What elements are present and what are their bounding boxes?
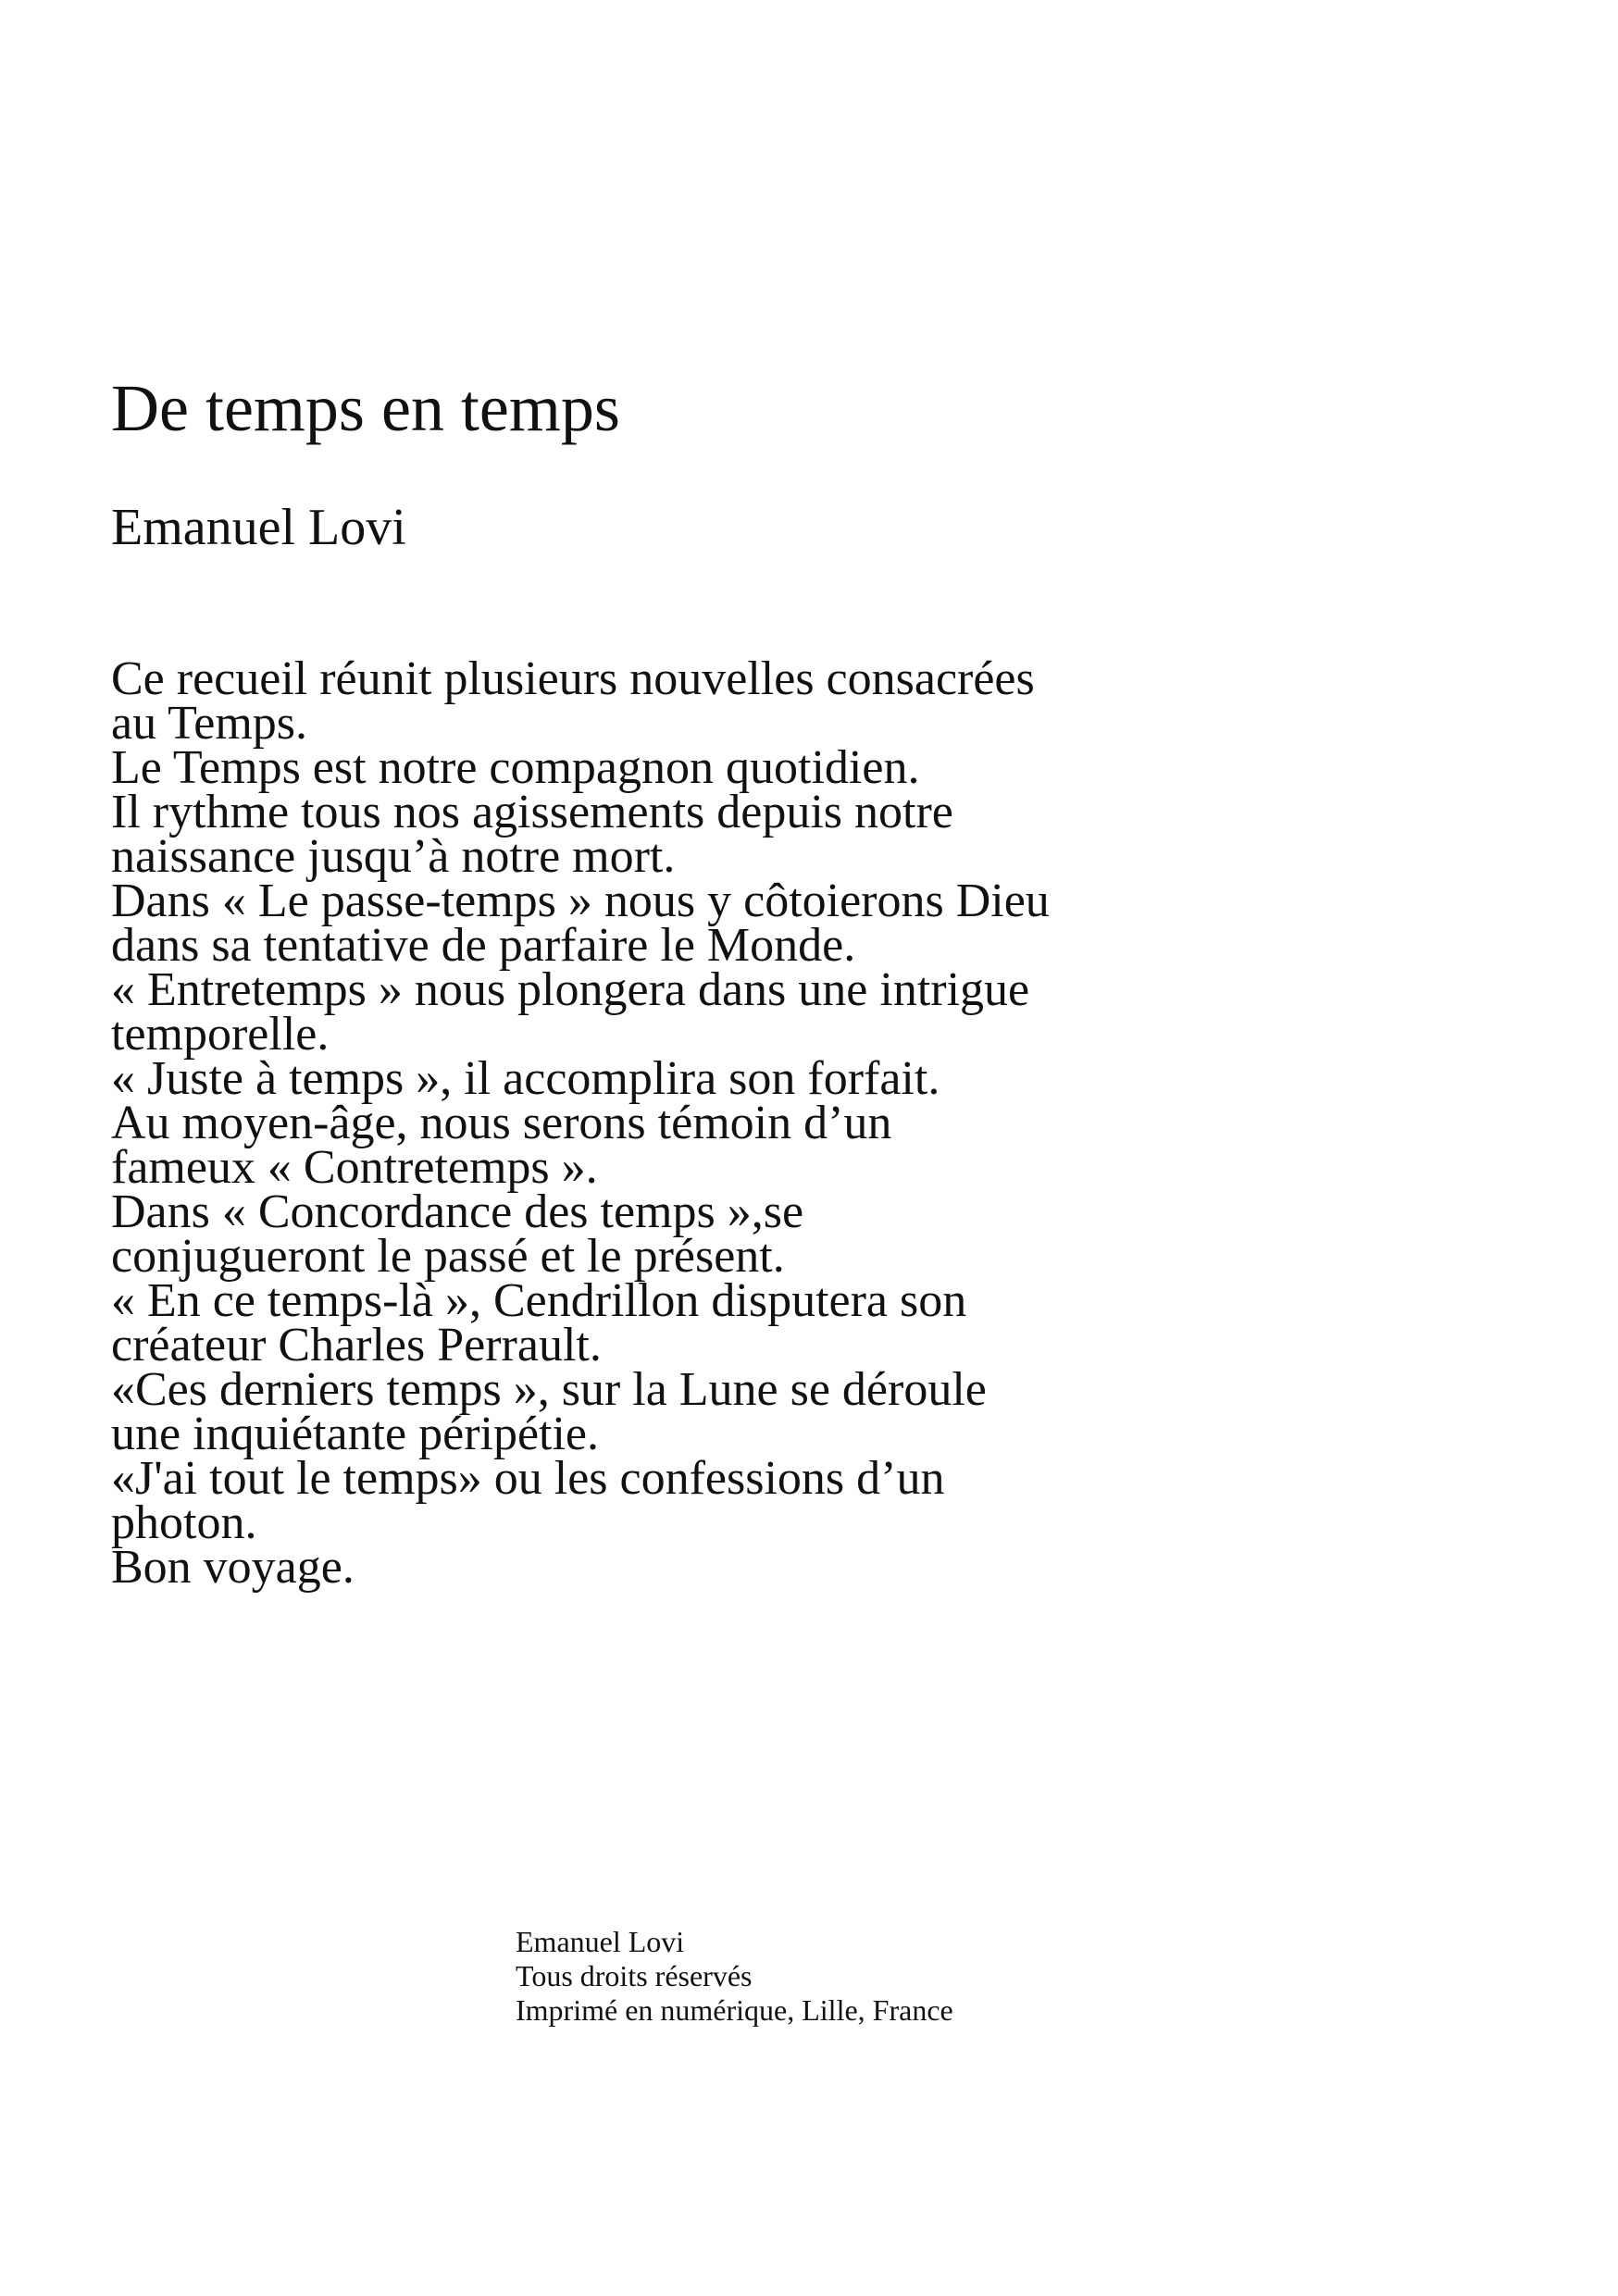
blurb-line: dans sa tentative de parfaire le Monde.: [111, 919, 856, 972]
colophon-author: Emanuel Lovi: [516, 1925, 685, 1958]
colophon: [516, 1925, 953, 2028]
blurb-line: Il rythme tous nos agissements depuis notre: [111, 786, 953, 838]
blurb-line: Bon voyage.: [111, 1541, 355, 1594]
colophon-printed: Imprimé en numérique, Lille, France: [516, 1993, 953, 2027]
blurb-line: « Juste à temps », il accomplira son forfait.: [111, 1052, 940, 1105]
blurb-line: « Entretemps » nous plongera dans une intrigue: [111, 963, 1030, 1016]
blurb-line: Au moyen-âge, nous serons témoin d’un: [111, 1097, 892, 1149]
blurb-line: créateur Charles Perrault.: [111, 1319, 602, 1371]
book-title: De temps en temps: [111, 371, 620, 445]
blurb-line: conjugueront le passé et le présent.: [111, 1230, 785, 1283]
blurb-line: Ce recueil réunit plusieurs nouvelles consacrées: [111, 652, 1035, 705]
book-author: Emanuel Lovi: [111, 499, 406, 556]
blurb-line: Le Temps est notre compagnon quotidien.: [111, 741, 920, 794]
blurb-line: fameux « Contretemps ».: [111, 1141, 598, 1194]
blurb-text: [111, 652, 1277, 1594]
blurb-line: Dans « Le passe-temps » nous y côtoierons Dieu: [111, 875, 1050, 927]
blurb-line: temporelle.: [111, 1008, 330, 1061]
blurb-line: au Temps.: [111, 697, 308, 750]
blurb-line: une inquiétante péripétie.: [111, 1408, 600, 1460]
blurb-line: «J'ai tout le temps» ou les confessions d’un: [111, 1452, 945, 1505]
blurb-line: naissance jusqu’à notre mort.: [111, 830, 676, 883]
blurb-line: « En ce temps-là », Cendrillon disputera son: [111, 1274, 967, 1327]
colophon-rights: Tous droits réservés: [516, 1959, 753, 1992]
blurb-line: «Ces derniers temps », sur la Lune se déroule: [111, 1363, 987, 1416]
blurb-line: Dans « Concordance des temps »,se: [111, 1185, 804, 1238]
blurb-line: photon.: [111, 1496, 257, 1549]
